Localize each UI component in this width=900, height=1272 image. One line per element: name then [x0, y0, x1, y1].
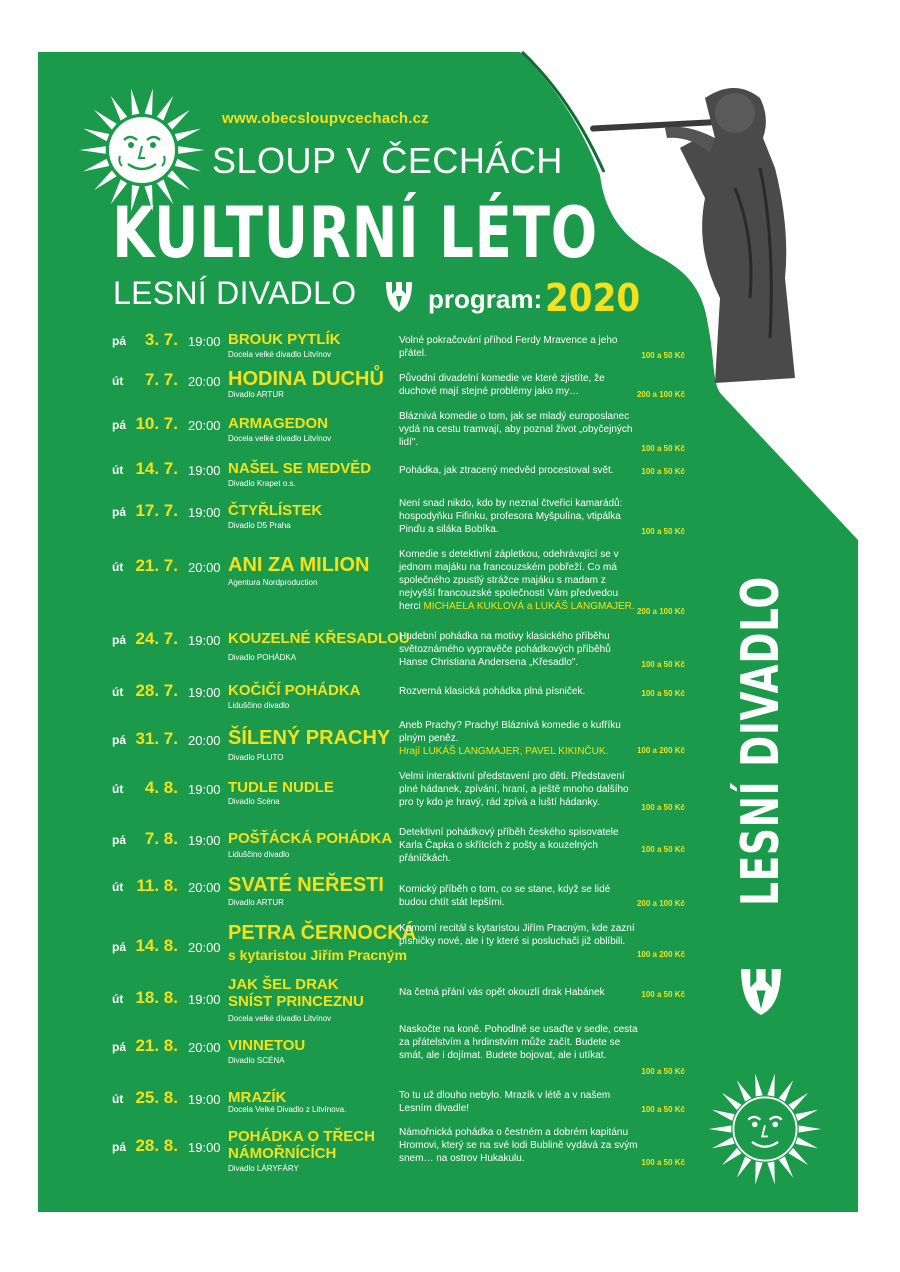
event-description: Naskočte na koně. Pohodlně se usaďte v sedle, cesta za přátelstvím a hrdinstvím může začít. Budete se smát, ale i dojímat. Budete bojovat, ale i utíkat.	[399, 1024, 638, 1061]
event-description: Námořnická pohádka o čestném a dobrém kapitánu Hromovi, který se na své lodi Bublině vydává za svým snem… na ostrov Hukakulu.	[399, 1127, 638, 1164]
event-title: JAK ŠEL DRAK SNÍST PRINCEZNU	[228, 976, 364, 1010]
event-company: Divadlo ARTUR	[228, 390, 284, 399]
event-company: Divadlo Scéna	[228, 797, 280, 806]
event-company: Agentura Nordproduction	[228, 578, 318, 587]
sun-ray	[80, 127, 110, 141]
event-description: Hudební pohádka na motivy klasického příběhu světoznámého vypravěče pohádkových příběhů Hanse Christiana Andersena „Křesadlo".	[399, 631, 611, 668]
event-description: Komický příběh o tom, co se stane, když se lidé budou chtít stát lepšími.	[399, 884, 611, 908]
event-title: ŠÍLENÝ PRACHY	[228, 727, 391, 749]
event-company: Docela Velké Divadlo z Litvínova.	[228, 1105, 347, 1114]
event-time: 20:00	[188, 940, 221, 955]
event-time: 20:00	[188, 733, 221, 748]
sun-ray	[788, 1091, 811, 1111]
event-company: Divadlo D5 Praha	[228, 521, 291, 530]
sun-ray	[709, 1109, 735, 1122]
event-price: 100 a 50 Kč	[641, 1158, 685, 1167]
sun-ray	[767, 1161, 776, 1188]
event-title: KOUZELNÉ KŘESADLOU	[228, 630, 410, 647]
event-description: To tu už dlouho nebylo. Mrazík v létě a v našem Lesním divadle!	[399, 1090, 611, 1114]
event-day: pá	[112, 505, 127, 519]
event-day: pá	[112, 1040, 127, 1054]
event-time: 19:00	[188, 463, 221, 478]
event-title: POHÁDKA O TŘECH NÁMOŘNÍCÍCH	[228, 1128, 375, 1162]
event-date: 28. 7.	[135, 681, 178, 700]
event-description: Původní divadelní komedie ve které zjistíte, že duchové mají stejné problémy jako my…	[399, 373, 605, 397]
event-title: TUDLE NUDLE	[228, 779, 334, 796]
event-day: út	[112, 992, 124, 1006]
event-price: 100 a 50 Kč	[641, 803, 685, 812]
sun-ray	[709, 1137, 735, 1150]
event-company: Divadlo POHÁDKA	[228, 653, 297, 662]
event-date: 21. 8.	[135, 1036, 178, 1055]
sun-ray	[91, 108, 117, 131]
sun-ray	[735, 1156, 752, 1181]
event-title: SVATÉ NEŘESTI	[228, 874, 384, 896]
event-time: 20:00	[188, 560, 221, 575]
sun-ray	[798, 1125, 824, 1133]
event-date: 18. 8.	[135, 988, 178, 1007]
event-description: Aneb Prachy? Prachy! Bláznivá komedie o kufříku plným peněz. Hrají LUKÁŠ LANGMAJER, PAVEL KIKINČUK.	[399, 720, 621, 757]
event-time: 19:00	[188, 992, 221, 1007]
event-day: út	[112, 560, 124, 574]
event-day: pá	[112, 733, 127, 747]
event-price: 100 a 50 Kč	[641, 351, 685, 360]
event-time: 19:00	[188, 1092, 221, 1107]
event-day: út	[112, 685, 124, 699]
event-company: Docela velké divadlo Litvínov	[228, 434, 332, 443]
event-date: 14. 8.	[135, 936, 178, 955]
sun-ray	[795, 1109, 821, 1122]
event-price: 100 a 50 Kč	[641, 527, 685, 536]
sun-ray	[131, 85, 141, 116]
event-date: 7. 8.	[144, 829, 178, 848]
event-title: ČTYŘLÍSTEK	[228, 502, 323, 519]
side-title-text: LESNÍ DIVADLO	[731, 576, 791, 906]
sun-ray	[755, 1161, 764, 1188]
event-company: Liduščino divadlo	[228, 850, 290, 859]
event-date: 10. 7.	[135, 414, 178, 433]
event-title: NAŠEL SE MEDVĚD	[228, 460, 372, 477]
event-title: MRAZÍK	[228, 1089, 287, 1106]
event-description: Není snad nikdo, kdo by neznal čtveřici kamarádů: hospodyňku Fifinku, profesora Myšpulína, vtipálka Pinďu a siláka Bobíka.	[399, 498, 623, 535]
sun-logo-icon-bottom	[700, 1064, 830, 1194]
event-day: pá	[112, 418, 127, 432]
sun-ray	[80, 158, 110, 172]
event-price: 100 a 50 Kč	[641, 1067, 685, 1076]
event-date: 3. 7.	[144, 330, 178, 349]
event-company: Divadlo Krapet o.s.	[228, 479, 296, 488]
event-description: Pohádka, jak ztracený medvěd procestoval svět.	[399, 465, 614, 476]
event-company: Divadlo PLUTO	[228, 753, 284, 762]
event-company: Divadlo SCÉNA	[228, 1056, 285, 1065]
sun-ray	[76, 146, 106, 155]
event-price: 100 a 50 Kč	[641, 660, 685, 669]
event-date: 4. 8.	[144, 778, 178, 797]
event-time: 20:00	[188, 880, 221, 895]
event-price: 200 a 100 Kč	[636, 899, 685, 908]
sun-ray	[144, 85, 154, 116]
sun-ray	[167, 170, 193, 193]
sun-ray	[174, 158, 204, 172]
event-description: Volné pokračování příhod Ferdy Mravence a jeho přátel.	[399, 335, 618, 359]
sun-ray	[778, 1156, 795, 1181]
event-title: BROUK PYTLÍK	[228, 331, 341, 348]
sun-ray	[788, 1147, 811, 1167]
event-price: 100 a 50 Kč	[641, 444, 685, 453]
event-description: Komorní recitál s kytaristou Jiřím Pracným, kde zazní písničky nové, ale i ty které si posluchači již oblíbili.	[399, 923, 635, 947]
event-day: pá	[112, 833, 127, 847]
event-time: 20:00	[188, 1040, 221, 1055]
website-url: www.obecsloupvcechach.cz	[222, 110, 429, 127]
event-description: Detektivní pohádkový příběh českého spisovatele Karla Čapka o skřítcích z pošty a kouzelných přáníčkách.	[399, 827, 619, 864]
subtitle: LESNÍ DIVADLO	[113, 275, 357, 311]
event-price: 100 a 50 Kč	[641, 689, 685, 698]
event-price: 100 a 200 Kč	[636, 950, 685, 959]
event-day: út	[112, 1092, 124, 1106]
event-day: pá	[112, 940, 127, 954]
event-time: 20:00	[188, 374, 221, 389]
event-title: HODINA DUCHŮ	[228, 368, 384, 390]
event-day: pá	[112, 334, 127, 348]
sun-ray	[795, 1137, 821, 1150]
event-description: Rozverná klasická pohádka plná písniček.	[399, 686, 586, 697]
event-title: POŠŤÁCKÁ POHÁDKA	[228, 830, 393, 847]
event-date: 14. 7.	[135, 459, 178, 478]
event-title: PETRA ČERNOCKÁ s kytaristou Jiřím Pracným	[228, 922, 416, 966]
event-day: út	[112, 374, 124, 388]
event-price: 200 a 100 Kč	[636, 390, 685, 399]
event-day: pá	[112, 633, 127, 647]
event-time: 19:00	[188, 782, 221, 797]
sun-ray	[91, 170, 117, 193]
sun-ray	[178, 146, 208, 155]
trident-emblem-icon-large	[735, 966, 787, 1018]
sun-ray	[719, 1091, 742, 1111]
event-description: Velmi interaktivní představení pro děti. Představení plné hádanek, zpívání, hraní, a ještě mnoho dalšího pro ty kdo je hravý, rád zpívá a luští hádanky.	[399, 771, 629, 808]
event-company: Docela velké divadlo Litvínov	[228, 350, 332, 359]
event-subtitle: s kytaristou Jiřím Pracným	[228, 947, 407, 963]
event-time: 19:00	[188, 833, 221, 848]
sun-ray	[174, 127, 204, 141]
event-price: 100 a 200 Kč	[636, 746, 685, 755]
sun-ray	[735, 1078, 752, 1103]
event-date: 7. 7.	[144, 370, 178, 389]
event-price: 100 a 50 Kč	[641, 990, 685, 999]
event-time: 19:00	[188, 505, 221, 520]
event-time: 19:00	[188, 685, 221, 700]
sun-ray	[167, 108, 193, 131]
main-title: KULTURNÍ LÉTO	[112, 192, 598, 274]
event-time: 19:00	[188, 1140, 221, 1155]
event-company: Divadlo ARTUR	[228, 898, 284, 907]
event-description: Bláznivá komedie o tom, jak se mladý europoslanec vydá na cestu tramvají, aby poznal život „obyčejných lidí".	[399, 411, 633, 448]
sun-ray	[767, 1070, 776, 1097]
event-day: pá	[112, 1140, 127, 1154]
sun-ray	[156, 93, 175, 121]
event-description: Komedie s detektivní zápletkou, odehrávající se v jednom majáku na francouzském pobřeží. Co má společného zpustlý strážce majáku s madam z nejvyšší francouzské společnosti Vám předvedou herci MICHAELA KUKLOVÁ a LUKÁŠ LANGMAJER.	[399, 549, 635, 612]
program-year: 2020	[545, 276, 641, 320]
event-time: 19:00	[188, 633, 221, 648]
sun-ray	[706, 1125, 732, 1133]
event-title: ANI ZA MILION	[228, 554, 370, 576]
event-date: 17. 7.	[135, 501, 178, 520]
event-time: 20:00	[188, 418, 221, 433]
program-label: program:	[428, 284, 543, 314]
event-day: út	[112, 463, 124, 477]
event-company: Liduščino divadlo	[228, 701, 290, 710]
sun-ray	[109, 93, 128, 121]
event-price: 100 a 50 Kč	[641, 845, 685, 854]
event-date: 25. 8.	[135, 1088, 178, 1107]
event-price: 200 a 100 Kč	[636, 607, 685, 616]
event-price: 100 a 50 Kč	[641, 467, 685, 476]
event-time: 19:00	[188, 334, 221, 349]
event-day: út	[112, 880, 124, 894]
trident-emblem-icon	[382, 280, 416, 314]
event-date: 21. 7.	[135, 556, 178, 575]
event-date: 24. 7.	[135, 629, 178, 648]
event-company: Docela velké divadlo Litvínov	[228, 1014, 332, 1023]
event-title: VINNETOU	[228, 1037, 306, 1054]
event-date: 28. 8.	[135, 1136, 178, 1155]
sun-ray	[755, 1070, 764, 1097]
town-name: SLOUP V ČECHÁCH	[212, 140, 563, 181]
side-title-vertical	[733, 526, 789, 956]
event-date: 11. 8.	[136, 876, 178, 895]
event-description: Na četná přání vás opět okouzlí drak Habánek	[399, 987, 605, 998]
sun-ray	[778, 1078, 795, 1103]
event-title: KOČIČÍ POHÁDKA	[228, 682, 361, 699]
event-day: út	[112, 782, 124, 796]
sun-ray	[719, 1147, 742, 1167]
event-price: 100 a 50 Kč	[641, 1105, 685, 1114]
event-company: Divadlo LÁRYFÁRY	[228, 1164, 299, 1173]
event-date: 31. 7.	[135, 729, 178, 748]
event-title: ARMAGEDON	[228, 415, 328, 432]
